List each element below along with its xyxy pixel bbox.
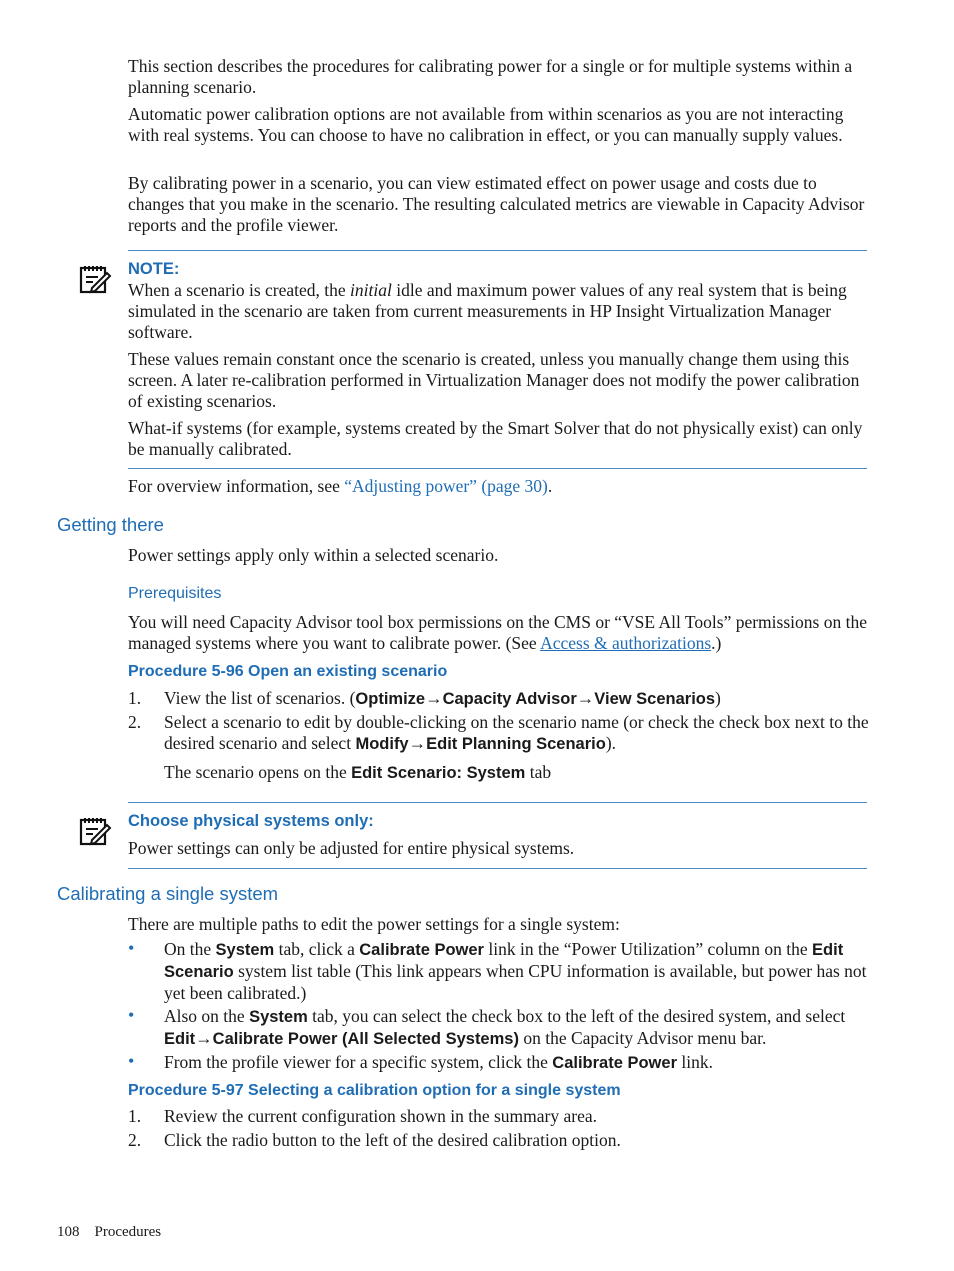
intro-paragraph-1: This section describes the procedures for calibrating power for a single or for multiple systems within a planning scenario.	[128, 56, 853, 97]
footer-section: Procedures	[94, 1224, 162, 1240]
note2-bottom-rule	[128, 868, 867, 869]
note-icon	[78, 814, 112, 848]
bullet-item-2: Also on the System tab, you can select the check box to the left of the desired system, and select Edit→Calibrate Power (All Selected Systems) on the Capacity Advisor menu bar.	[164, 1006, 846, 1048]
bullet-item-3: From the profile viewer for a specific system, click the Calibrate Power link.	[164, 1052, 713, 1072]
procedure-96-step-1: View the list of scenarios. (Optimize→Capacity Advisor→View Scenarios)	[164, 688, 721, 708]
procedure-96-title: Procedure 5-96 Open an existing scenario	[128, 663, 448, 680]
step-number: 1.	[128, 1106, 142, 1126]
note-icon	[78, 262, 112, 296]
bullet-marker: •	[128, 1051, 135, 1071]
intro-paragraph-3: By calibrating power in a scenario, you can view estimated effect on power usage and costs due to changes that you make in the scenario. The resulting calculated metrics are viewable in Capacity Advisor reports and the profile viewer.	[128, 173, 865, 235]
prerequisites-heading: Prerequisites	[128, 585, 222, 602]
procedure-96-result: The scenario opens on the Edit Scenario: System tab	[164, 762, 552, 782]
note-bottom-rule	[128, 468, 867, 469]
bullet-marker: •	[128, 938, 135, 958]
getting-there-text: Power settings apply only within a selected scenario.	[128, 545, 499, 565]
procedure-97-step-2: Click the radio button to the left of the desired calibration option.	[164, 1130, 621, 1150]
procedure-96-step-2: Select a scenario to edit by double-clicking on the scenario name (or check the check box next to the desired scenario and select Modify→Edit Planning Scenario).	[164, 712, 869, 753]
overview-paragraph: For overview information, see “Adjusting power” (page 30).	[128, 476, 553, 496]
note-heading: NOTE:	[128, 260, 180, 278]
procedure-97-title: Procedure 5-97 Selecting a calibration option for a single system	[128, 1082, 621, 1099]
note2-text: Power settings can only be adjusted for entire physical systems.	[128, 838, 575, 858]
note-paragraph-3: What-if systems (for example, systems created by the Smart Solver that do not physically exist) can only be manually calibrated.	[128, 418, 863, 459]
calibrating-single-intro: There are multiple paths to edit the power settings for a single system:	[128, 914, 620, 934]
procedure-97-step-1: Review the current configuration shown in the summary area.	[164, 1106, 597, 1126]
note-paragraph-1: When a scenario is created, the initial idle and maximum power values of any real system that is being simulated in the scenario are taken from current measurements in HP Insight Virtualization Manager software.	[128, 280, 847, 342]
note-paragraph-2: These values remain constant once the scenario is created, unless you manually change them using this screen. A later re-calibration performed in Virtualization Manager does not modify the power calibration of existing scenarios.	[128, 349, 860, 411]
prerequisites-text: You will need Capacity Advisor tool box permissions on the CMS or “VSE All Tools” permissions on the managed systems where you want to calibrate power. (See Access & authorizations.)	[128, 612, 867, 653]
adjusting-power-link[interactable]: “Adjusting power” (page 30)	[344, 476, 548, 496]
bullet-item-1: On the System tab, click a Calibrate Power link in the “Power Utilization” column on the Edit Scenario system list table (This link appears when CPU information is available, but power has not yet been calibrated.)	[164, 939, 867, 1003]
step-number: 1.	[128, 688, 142, 708]
page-footer	[57, 1222, 161, 1243]
step-number: 2.	[128, 1130, 142, 1150]
note2-heading: Choose physical systems only:	[128, 812, 374, 830]
page-number: 108	[57, 1224, 80, 1240]
calibrating-single-heading: Calibrating a single system	[57, 883, 279, 904]
access-authorizations-link[interactable]: Access & authorizations	[540, 633, 712, 653]
getting-there-heading: Getting there	[57, 514, 164, 535]
note-top-rule	[128, 250, 867, 251]
intro-paragraph-2: Automatic power calibration options are not available from within scenarios as you are not interacting with real systems. You can choose to have no calibration in effect, or you can manually supply values.	[128, 104, 844, 145]
bullet-marker: •	[128, 1005, 135, 1025]
note2-top-rule	[128, 802, 867, 803]
step-number: 2.	[128, 712, 142, 732]
